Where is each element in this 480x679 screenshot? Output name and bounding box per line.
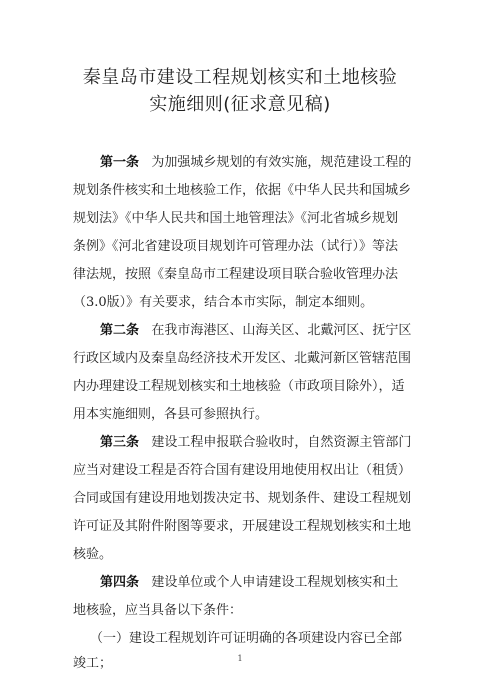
article-2-first-line — [100, 323, 411, 339]
article-2-label: 第二条 — [100, 323, 140, 338]
document-title-line-2: 实施细则(征求意见稿) — [149, 94, 331, 115]
article-3-text-3: 合同或国有建设用地划拨决定书、规划条件、建设工程规划 — [73, 491, 412, 506]
page-number: 1 — [237, 654, 243, 663]
article-1-text-5: 律法规，按照《秦皇岛市工程建设项目联合验收管理办法 — [73, 267, 399, 282]
article-3-label: 第三条 — [100, 435, 140, 450]
article-3-first-line — [100, 435, 411, 451]
article-2-text-4: 用本实施细则，各县可参照执行。 — [73, 407, 269, 422]
article-1-first-line — [100, 155, 411, 171]
article-4-item-1-text: （一）建设工程规划许可证明确的各项建设内容已全部 — [90, 631, 403, 646]
article-4-item-1-continued: 竣工； — [73, 656, 113, 671]
article-1-text-3: 规划法》《中华人民共和国土地管理法》《河北省城乡规划 — [73, 211, 399, 226]
article-3-text-1: 建设工程申报联合验收时，自然资源主管部门 — [151, 435, 412, 450]
article-1-text-4: 条例》《河北省建设项目规划许可管理办法（试行）》等法 — [73, 239, 399, 254]
article-1-text-2: 规划条件核实和土地核验工作，依据《中华人民共和国城乡 — [73, 183, 412, 198]
article-1-label: 第一条 — [100, 155, 140, 170]
article-4-first-line — [100, 575, 398, 591]
article-2-text-1: 在我市海港区、山海关区、北戴河区、抚宁区 — [151, 323, 412, 338]
article-3-text-2: 应当对建设工程是否符合国有建设用地使用权出让（租赁） — [73, 463, 412, 478]
article-4-text-2: 地核验，应当具备以下条件： — [73, 603, 243, 618]
article-3-text-5: 核验。 — [73, 547, 113, 562]
article-4-text-1: 建设单位或个人申请建设工程规划核实和土 — [151, 575, 399, 590]
document-title-line-1: 秦皇岛市建设工程规划核实和土地核验 — [82, 67, 398, 88]
article-4-label: 第四条 — [100, 575, 140, 590]
article-1-text-1: 为加强城乡规划的有效实施，规范建设工程的 — [151, 155, 412, 170]
article-1-text-6: （3.0版）》有关要求，结合本市实际，制定本细则。 — [73, 295, 374, 310]
article-3-text-4: 许可证及其附件附图等要求，开展建设工程规划核实和土地 — [73, 519, 412, 534]
article-2-text-3: 内办理建设工程规划核实和土地核验（市政项目除外），适 — [73, 379, 405, 394]
article-2-text-2: 行政区域内及秦皇岛经济技术开发区、北戴河新区管辖范围 — [73, 351, 412, 366]
